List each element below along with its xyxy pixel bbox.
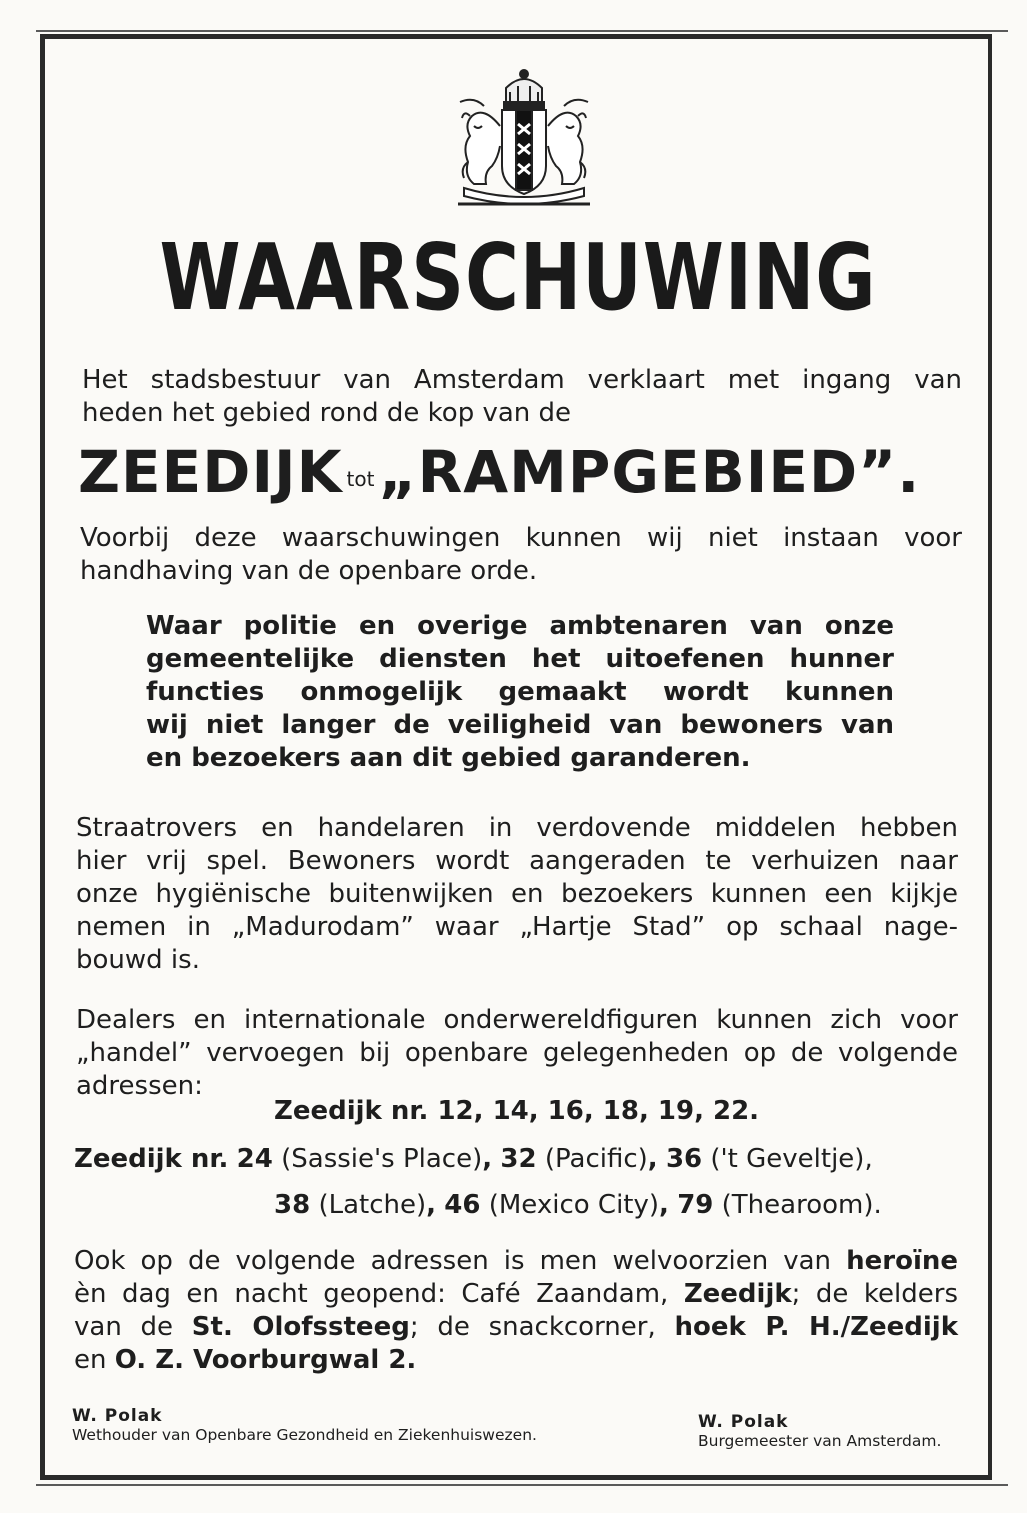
straatrovers-paragraph [76, 812, 958, 977]
bold-line-3: functies onmogelijk gemaakt wordt kunnen [146, 677, 894, 707]
signature-2-role: Burgemeester van Amsterdam. [698, 1432, 942, 1450]
voorbij-paragraph [80, 522, 962, 588]
straat-line-1: Straatrovers en handelaren in verdovende middelen hebben [76, 813, 958, 843]
dealers-line-3: adressen: [76, 1071, 203, 1101]
voorbij-line-2: handhaving van de openbare orde. [80, 556, 538, 586]
dealers-paragraph [76, 1004, 958, 1103]
address-row-3-n1: 38 [274, 1190, 311, 1220]
signature-2-name: W. Polak [698, 1412, 789, 1432]
amsterdam-coat-of-arms-icon [434, 66, 614, 210]
address-row-2-n2: 32 [500, 1144, 537, 1174]
intro-paragraph [82, 364, 962, 430]
headline [78, 438, 978, 506]
ook-l2-text: èn dag en nacht geopend: Café Zaandam, [74, 1279, 669, 1309]
bold-line-2: gemeentelijke diensten het uitoefenen hunner [146, 644, 894, 674]
address-row-2-p1: (Sassie's Place) [281, 1144, 483, 1174]
signature-burgemeester [698, 1412, 941, 1450]
address-row-1: Zeedijk nr. 12, 14, 16, 18, 19, 22. [274, 1096, 760, 1126]
ook-l3-bold2: hoek P. H./Zeedijk [674, 1312, 959, 1342]
address-row-2-p3: ('t Geveltje), [710, 1144, 873, 1174]
page-title: WAARSCHUWING [159, 224, 877, 331]
top-rule [36, 30, 1008, 32]
signature-1-name: W. Polak [72, 1406, 163, 1426]
straat-line-2: hier vrij spel. Bewoners wordt aangeraden te verhuizen naar [76, 846, 958, 876]
address-row-2-n3: 36 [665, 1144, 703, 1174]
straat-line-5: bouwd is. [76, 945, 200, 975]
voorbij-line-1: Voorbij deze waarschuwingen kunnen wij niet instaan voor [80, 523, 962, 553]
ook-l4-bold: O. Z. Voorburgwal 2. [114, 1345, 417, 1375]
address-row-2-p2: (Pacific) [544, 1144, 648, 1174]
address-row-2: Zeedijk nr. 24 (Sassie's Place), 32 (Pacific), 36 ('t Geveltje), [74, 1144, 873, 1174]
signature-wethouder [72, 1406, 537, 1444]
bold-line-1: Waar politie en overige ambtenaren van onze [146, 611, 894, 641]
ook-line-3 [74, 1311, 958, 1344]
ook-l3-mid: ; de snackcorner, [409, 1312, 656, 1342]
ook-l3-bold: St. Olofssteeg [191, 1312, 410, 1342]
ook-paragraph [74, 1245, 958, 1377]
address-row-3: 38 (Latche), 46 (Mexico City), 79 (Thearoom). [274, 1190, 882, 1220]
address-row-3-p3: (Thearoom). [721, 1190, 882, 1220]
ook-l2-bold: Zeedijk [683, 1279, 792, 1309]
headline-zeedijk: ZEEDIJK [78, 438, 343, 506]
bold-line-4: wij niet langer de veiligheid van bewoners van [146, 710, 894, 740]
ook-l1-text: Ook op de volgende adressen is men welvoorzien van [74, 1246, 832, 1276]
dealers-line-1: Dealers en internationale onderwereldfiguren kunnen zich voor [76, 1005, 958, 1035]
intro-line-2: heden het gebied rond de kop van de [82, 398, 572, 428]
ook-line-4 [74, 1344, 958, 1377]
address-row-3-n2: 46 [444, 1190, 481, 1220]
intro-line-1: Het stadsbestuur van Amsterdam verklaart met ingang van [82, 365, 962, 395]
ook-l2-tail: ; de kelders [791, 1279, 959, 1309]
signature-1-role: Wethouder van Openbare Gezondheid en Ziekenhuiswezen. [72, 1426, 537, 1444]
warning-bold-paragraph [146, 610, 894, 775]
headline-rampgebied: „RAMPGEBIED”. [378, 438, 921, 506]
ook-l3-text: van de [74, 1312, 174, 1342]
bottom-rule [36, 1484, 1008, 1486]
address-row-3-n3: 79 [677, 1190, 714, 1220]
straat-line-4: nemen in „Madurodam” waar „Hartje Stad” op schaal nage- [76, 912, 958, 942]
ook-line-1 [74, 1245, 958, 1278]
address-row-2-n1: 24 [236, 1144, 273, 1174]
straat-line-3: onze hygiënische buitenwijken en bezoekers kunnen een kijkje [76, 879, 958, 909]
ook-line-2 [74, 1278, 958, 1311]
address-row-3-p2: (Mexico City) [488, 1190, 660, 1220]
dealers-line-2: „handel” vervoegen bij openbare gelegenheden op de volgende [76, 1038, 958, 1068]
ook-l1-bold: heroïne [846, 1246, 958, 1276]
ook-l4-text: en [74, 1345, 107, 1375]
bold-line-5: en bezoekers aan dit gebied garanderen. [146, 743, 751, 773]
headline-connector: tot [346, 467, 375, 491]
address-row-3-p1: (Latche) [318, 1190, 427, 1220]
address-row-2-prefix: Zeedijk nr. [74, 1144, 229, 1174]
